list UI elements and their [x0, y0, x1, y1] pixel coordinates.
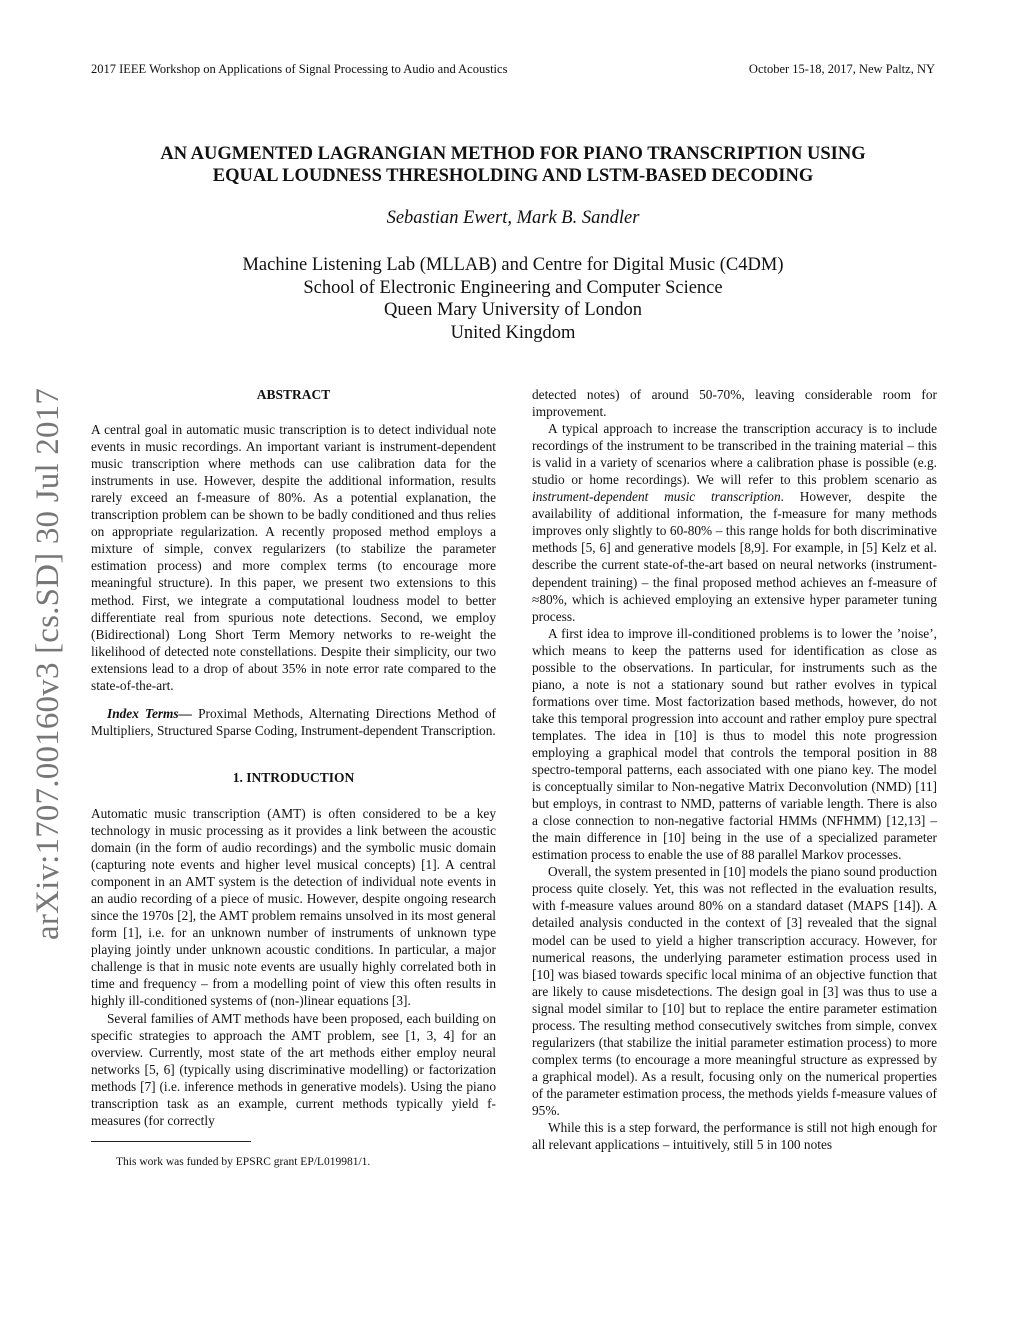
affiliation-line-1: Machine Listening Lab (MLLAB) and Centre for Digital Music (C4DM): [242, 255, 784, 275]
title-line-2: EQUAL LOUDNESS THRESHOLDING AND LSTM-BASED DECODING: [212, 166, 814, 186]
right-column: [532, 386, 937, 1153]
affiliation-line-3: Queen Mary University of London: [384, 300, 642, 320]
right-paragraph-5: While this is a step forward, the performance is still not high enough for all relevant applications – intuitively, still 5 in 100 notes: [532, 1120, 937, 1153]
intro-paragraph-1: Automatic music transcription (AMT) is often considered to be a key technology in music processing as it provides a link between the acoustic domain (in the form of audio recordings) and the symbolic music domain (capturing note events and higher level musical concepts) [1]. A central component in an AMT system is the detection of individual note events in an audio recording of a piece of music. However, despite ongoing research since the 1970s [2], the AMT problem remains unsolved in its most general form [1], i.e. for an unknown number of instruments of unknown type playing jointly under unknown acoustic conditions. In particular, a major challenge is that in music note events are usually highly correlated both in time and frequency – from a modelling point of view this often results in highly ill-conditioned systems of (non-)linear equations [3].: [91, 805, 496, 1009]
intro-paragraph-2: Several families of AMT methods have been proposed, each building on specific strategies to approach the AMT problem, see [1, 3, 4] for an overview. Currently, most state of the art methods either employ neural networks [5, 6] (typically using discriminative modelling) or factorization methods [7] (i.e. inference methods in generative models). Using the piano transcription task as an example, current methods typically yield f-measures (for correctly: [91, 1010, 496, 1128]
arxiv-identifier: arXiv:1707.00160v3 [cs.SD] 30 Jul 2017: [30, 387, 66, 940]
affiliation: [90, 254, 936, 344]
conference-date-location: October 15-18, 2017, New Paltz, NY: [748, 62, 935, 76]
right-paragraph-4: Overall, the system presented in [10] models the piano sound production process quite closely. Yet, this was not reflected in the evaluation results, with f-measure values around 80% on a standard dataset (MAPS [14]). A detailed analysis conducted in the context of [3] revealed that the signal model can be used to yield a higher transcription accuracy. However, for numerical reasons, the underlying parameter estimation process used in [10] was biased towards specific local minima of an objective function that are likely to cause misdetections. The design goal in [3] was thus to use a signal model similar to [10] but to replace the entire parameter estimation process. The resulting method consecutively switches from simple, convex regularizers (that stabilize the initial parameter estimation process) to more complex terms (to encourage a more meaningful structure as expressed by a graphical model). As a result, focusing only on the numerical properties of the parameter estimation process, the methods yields f-measure values of 95%.: [532, 864, 937, 1118]
title-line-1: AN AUGMENTED LAGRANGIAN METHOD FOR PIANO TRANSCRIPTION USING: [160, 144, 866, 164]
authors: Sebastian Ewert, Mark B. Sandler: [386, 208, 640, 228]
index-terms: [91, 705, 496, 739]
index-terms-label: Index Terms—: [107, 705, 192, 721]
right-paragraph-1: detected notes) of around 50-70%, leaving considerable room for improvement.: [532, 387, 937, 420]
footnote: This work was funded by EPSRC grant EP/L019981/1.: [116, 1155, 371, 1168]
right-paragraph-3: A first idea to improve ill-conditioned problems is to lower the ’noise’, which means to keep the patterns used for identification as close as possible to the observations. In particular, for instruments such as the piano, a note is not a stationary sound but rather evolves in typical formations over time. Most factorization based methods, however, do not take this temporal progression into account and rather employ pure spectral templates. The idea in [10] is thus to model this note progression employing a graphical model that controls the temporal position in 88 spectro-temporal patterns, each associated with one piano key. The model is conceptually similar to Non-negative Matrix Deconvolution (NMD) [11] but employs, in contrast to NMD, patterns of variable length. There is also a close connection to non-negative factorial HMMs (NFHMM) [12,13] – the main difference in [10] being in the use of a specialized parameter estimation process to enable the use of 88 parallel Markov processes.: [532, 625, 937, 863]
affiliation-line-2: School of Electronic Engineering and Computer Science: [303, 277, 723, 298]
left-column: [91, 386, 496, 1171]
affiliation-line-4: United Kingdom: [450, 322, 576, 343]
intro-heading: 1. INTRODUCTION: [232, 769, 355, 785]
abstract-heading: ABSTRACT: [256, 387, 331, 402]
right-paragraph-2b: . However, despite the availability of additional information, the f-measure for many methods improves only slightly to 60-80% – this range holds for both discriminative methods [5, 6] and generative models [8,9]. For example, in [5] Kelz et al. describe the current state-of-the-art based on neural networks (instrument-dependent training) – the final proposed method achieves an f-measure of ≈80%, which is achieved employing an extensive hyper parameter tuning process.: [532, 489, 937, 624]
right-paragraph-2-emphasis: instrument-dependent music transcription: [532, 489, 781, 505]
right-paragraph-2a: A typical approach to increase the transcription accuracy is to include recordings of the instrument to be transcribed in the training material – this is valid in a variety of scenarios where a calibration phase is possible (e.g. studio or home recordings). We will refer to this problem scenario as: [532, 421, 937, 488]
conference-header: 2017 IEEE Workshop on Applications of Signal Processing to Audio and Acoustics: [91, 62, 508, 76]
paper-title: [90, 143, 936, 187]
index-terms-text: Proximal Methods, Alternating Directions Method of Multipliers, Structured Sparse Coding, Instrument-dependent Transcription.: [91, 705, 496, 738]
abstract-text: A central goal in automatic music transcription is to detect individual note events in music recordings. An important variant is instrument-dependent music transcription where methods can use calibration data for the instruments in use. However, despite the additional information, results rarely exceed an f-measure of 80%. As a potential explanation, the transcription problem can be shown to be badly conditioned and thus relies on appropriate regularization. A recently proposed method employs a mixture of simple, convex regularizers (to stabilize the parameter estimation process) and more complex terms (to encourage more meaningful structure). In this paper, we present two extensions to this method. First, we integrate a computational loudness model to better differentiate real from spurious note detections. Second, we employ (Bidirectional) Long Short Term Memory networks to re-weight the likelihood of detected note constellations. Despite their simplicity, our two extensions lead to a drop of about 35% in note error rate compared to the state-of-the-art.: [91, 422, 496, 693]
right-paragraph-2: [532, 420, 937, 625]
